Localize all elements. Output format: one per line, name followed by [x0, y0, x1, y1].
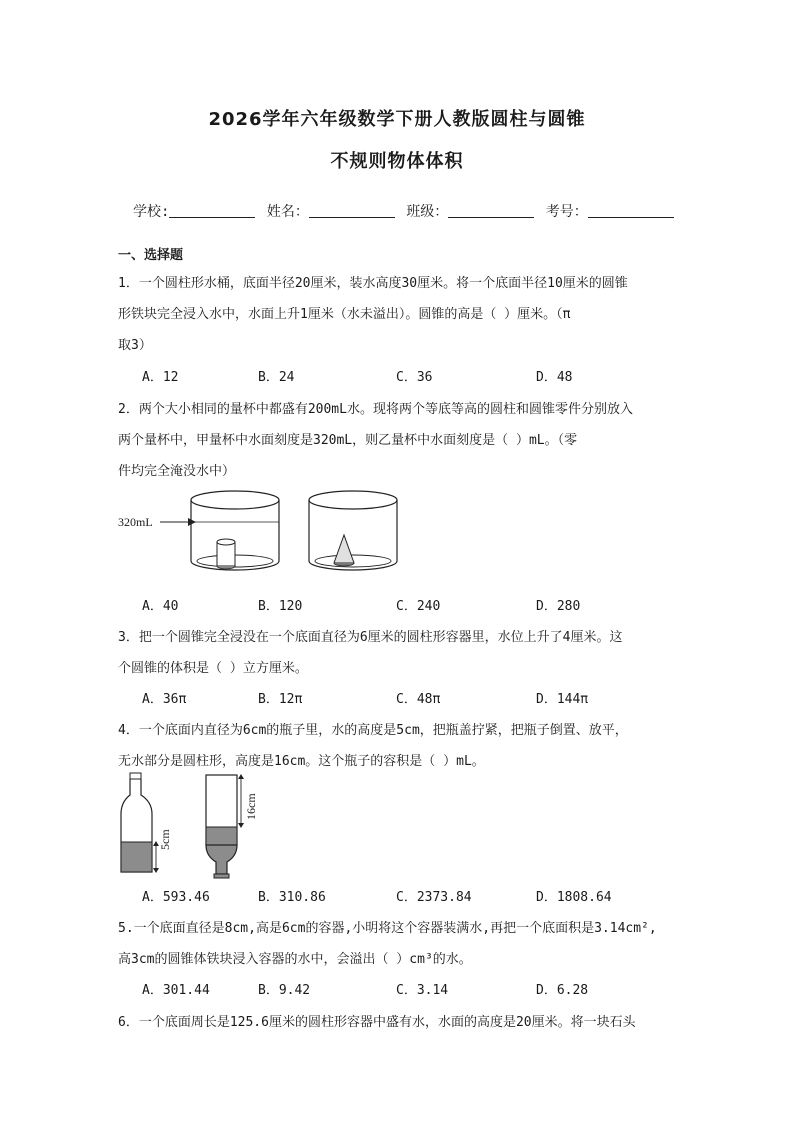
number-blank[interactable] — [588, 203, 674, 218]
number-label: 考号： — [545, 204, 588, 220]
q2-line3: 件均完全淹没水中） — [118, 464, 236, 479]
q4-option-d[interactable]: D．1808.64 — [536, 890, 612, 905]
q1-option-d[interactable]: D．48 — [536, 370, 573, 385]
q2-line2: 两个量杯中，甲量杯中水面刻度是320mL，则乙量杯中水面刻度是（ ）mL。（零 — [118, 433, 578, 448]
q3-line1: 3．把一个圆锥完全浸没在一个底面直径为6厘米的圆柱形容器里，水位上升了4厘米。这 — [118, 630, 623, 645]
q2-line1: 2．两个大小相同的量杯中都盛有200mL水。现将两个等底等高的圆柱和圆锥零件分别放入 — [118, 402, 633, 417]
q5-line2: 高3cm的圆锥体铁块浸入容器的水中，会溢出（ ）cm³的水。 — [118, 952, 472, 967]
q2-figure-label: 320mL — [118, 515, 153, 529]
q3-option-c[interactable]: C．48π — [396, 692, 441, 707]
class-blank[interactable] — [448, 203, 534, 218]
q6-line1: 6．一个底面周长是125.6厘米的圆柱形容器中盛有水，水面的高度是20厘米。将一块石头 — [118, 1015, 636, 1030]
q2-option-b[interactable]: B．120 — [258, 599, 303, 614]
q4-option-a[interactable]: A．593.46 — [142, 890, 210, 905]
q3-option-a[interactable]: A．36π — [142, 692, 187, 707]
q5-option-b[interactable]: B．9.42 — [258, 983, 311, 998]
q1-option-c[interactable]: C．36 — [396, 370, 433, 385]
name-label: 姓名： — [266, 204, 309, 220]
q2-option-c[interactable]: C．240 — [396, 599, 441, 614]
page-subtitle: 不规则物体体积 — [330, 151, 464, 172]
q2-beakers-figure — [160, 485, 420, 580]
q3-option-d[interactable]: D．144π — [536, 692, 589, 707]
q4-line1: 4．一个底面内直径为6cm的瓶子里，水的高度是5cm，把瓶盖拧紧，把瓶子倒置、放平， — [118, 723, 628, 738]
q4-label-5cm: 5cm — [158, 829, 172, 850]
section-heading: 一、选择题 — [118, 248, 184, 263]
q1-line3: 取3） — [118, 338, 152, 353]
q5-option-d[interactable]: D．6.28 — [536, 983, 589, 998]
q4-line2: 无水部分是圆柱形，高度是16cm。这个瓶子的容积是（ ）mL。 — [118, 754, 485, 769]
q3-line2: 个圆锥的体积是（ ）立方厘米。 — [118, 661, 308, 676]
page-title: 2026学年六年级数学下册人教版圆柱与圆锥 — [208, 109, 586, 130]
q1-option-a[interactable]: A．12 — [142, 370, 179, 385]
q1-line1: 1．一个圆柱形水桶，底面半径20厘米，装水高度30厘米。将一个底面半径10厘米的圆锥 — [118, 276, 628, 291]
school-label: 学校: — [133, 204, 170, 220]
q4-option-b[interactable]: B．310.86 — [258, 890, 326, 905]
q1-option-b[interactable]: B．24 — [258, 370, 295, 385]
school-blank[interactable] — [169, 203, 255, 218]
q5-option-a[interactable]: A．301.44 — [142, 983, 210, 998]
q1-line2: 形铁块完全浸入水中，水面上升1厘米（水未溢出）。圆锥的高是（ ）厘米。（π — [118, 307, 571, 322]
q2-option-a[interactable]: A．40 — [142, 599, 179, 614]
q3-option-b[interactable]: B．12π — [258, 692, 303, 707]
name-blank[interactable] — [309, 203, 395, 218]
q5-line1: 5.一个底面直径是8cm,高是6cm的容器,小明将这个容器装满水,再把一个底面积是3.14cm², — [118, 921, 657, 936]
student-info-line — [133, 201, 677, 221]
q4-option-c[interactable]: C．2373.84 — [396, 890, 472, 905]
q4-label-16cm: 16cm — [244, 793, 258, 820]
q4-bottle-figure — [118, 770, 268, 880]
q5-option-c[interactable]: C．3.14 — [396, 983, 449, 998]
class-label: 班级： — [406, 204, 449, 220]
q2-option-d[interactable]: D．280 — [536, 599, 581, 614]
